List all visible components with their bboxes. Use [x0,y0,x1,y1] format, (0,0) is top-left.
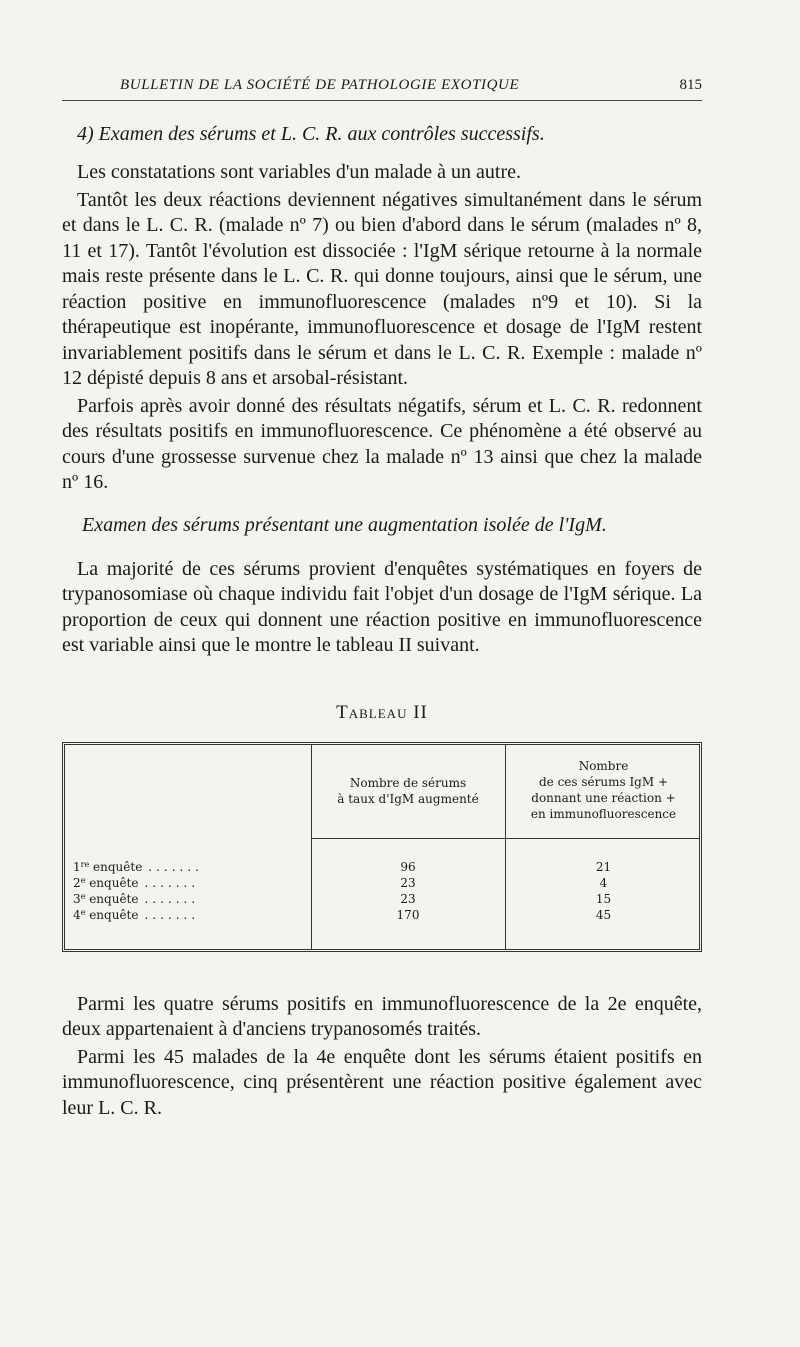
table-title [62,702,702,724]
row-label: 4e enquête ....... [73,907,200,922]
running-header [62,70,702,101]
cell-positive-count: 45 [595,907,612,922]
table-row [65,860,699,876]
row-label: 1re enquête ....... [73,859,203,874]
cell-sera-count: 23 [400,875,416,890]
table-title-rest: ableau II [348,701,428,723]
column-header-positive-count: Nombre de ces sérums IgM + donnant une réaction + en immunofluorescence [530,758,677,821]
cell-positive-count: 15 [595,891,612,906]
table-title-initial: T [336,701,349,723]
cell-positive-count: 4 [599,875,608,890]
cell-sera-count: 170 [396,907,420,922]
paragraph-1: Les constatations sont variables d'un malade à un autre. [77,161,522,183]
table-row [65,892,699,908]
cell-sera-count: 23 [400,891,416,906]
header-rule [311,838,699,839]
journal-page [62,70,702,1121]
table-row [65,908,699,924]
page-number: 815 [679,77,702,93]
paragraph-4: La majorité de ces sérums provient d'enquêtes systématiques en foyers de trypanosomiase où chaque individu fait l'objet d'un dosage de l'IgM sérique. La proportion de ceux qui donnent une réaction positive en immunofluorescence est variable ainsi que le montre le tableau II suivant. [62,557,702,656]
paragraph-6: Parmi les 45 malades de la 4e enquête dont les sérums étaient positifs en immunofluorescence, cinq présentèrent une réaction positive également avec leur L. C. R. [62,1045,702,1119]
table-row [65,876,699,892]
paragraph-2: Tantôt les deux réactions deviennent négatives simultanément dans le sérum et dans le L. C. R. (malade nº 7) ou bien d'abord dans le sérum (malades nº 8, 11 et 17). Tantôt l'évolution est dissociée : l'IgM sérique retourne à la normale mais reste présente dans le L. C. R. qui donne toujours, ainsi que le sérum, une réaction positive en immunofluorescence (malades nº9 et 10). Si la thérapeutique est inopérante, immunofluorescence et dosage de l'IgM restent invariablement positifs dans le sérum et dans le L. C. R. Exemple : malade nº 12 dépisté depuis 8 ans et arsobal-résistant. [62,188,702,389]
cell-sera-count: 96 [400,859,416,874]
data-table [62,742,702,952]
section-heading: 4) Examen des sérums et L. C. R. aux contrôles successifs. [77,123,545,145]
paragraph-3: Parfois après avoir donné des résultats négatifs, sérum et L. C. R. redonnent des résultats positifs en immunofluorescence. Ce phénomène a été observé au cours d'une grossesse survenue chez la malade nº 13 ainsi que chez la malade nº 16. [62,394,702,493]
running-title: BULLETIN DE LA SOCIÉTÉ DE PATHOLOGIE EXOTIQUE [120,77,520,93]
row-label: 2e enquête ....... [73,875,200,890]
cell-positive-count: 21 [595,859,612,874]
subsection-heading: Examen des sérums présentant une augmentation isolée de l'IgM. [82,513,607,536]
row-label: 3e enquête ....... [73,891,200,906]
paragraph-5: Parmi les quatre sérums positifs en immunofluorescence de la 2e enquête, deux appartenaient à d'anciens trypanosomés traités. [62,992,702,1040]
column-header-sera-count: Nombre de sérums à taux d'IgM augmenté [337,775,479,806]
